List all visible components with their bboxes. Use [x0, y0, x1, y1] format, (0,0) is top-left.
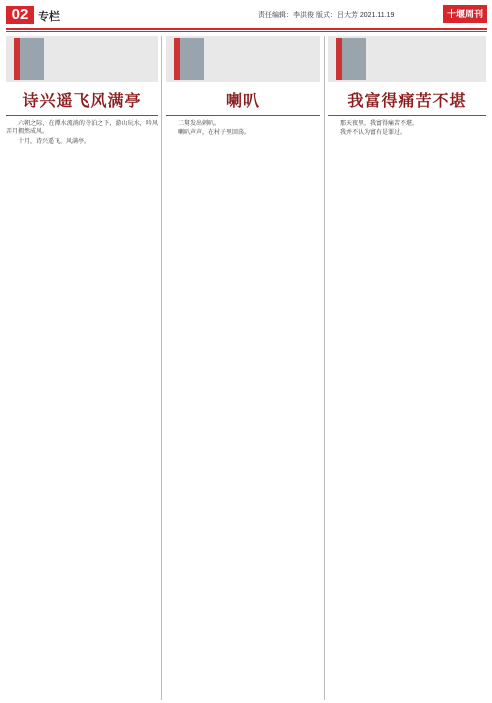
page-header — [0, 0, 492, 30]
editor-credits: 责任编辑：李洪俊 版式：吕大芳 2021.11.19 — [258, 12, 395, 19]
article-column-3 — [328, 36, 486, 700]
paragraph: 喇叭声声，在村子里回荡。 — [178, 129, 251, 137]
newspaper-logo: 十堰周刊 — [443, 5, 487, 23]
author-photo-band — [166, 36, 320, 82]
article-title: 我富得痛苦不堪 — [347, 91, 467, 110]
author-photo-band — [6, 36, 158, 82]
page-number: 02 — [6, 6, 34, 24]
paragraph: 六朝之际，在潭水流淌的寺泊之下，游山玩水，吟风弄月拥然成风。 — [6, 120, 158, 136]
header-rule-thin — [6, 31, 487, 32]
paragraph: 十月，诗兴遥飞，风满亭。 — [18, 137, 91, 145]
article-title: 喇叭 — [225, 91, 260, 110]
paragraph: 二舅发出刺叭。 — [178, 120, 221, 127]
paragraph: 我并不认为富有是罪过。 — [340, 129, 407, 137]
article-column-2 — [166, 36, 320, 700]
column-divider — [161, 36, 162, 700]
header-rule — [6, 28, 487, 30]
section-name: 专栏 — [38, 11, 60, 23]
title-rule — [166, 115, 320, 116]
article-title: 诗兴遥飞风满亭 — [22, 91, 142, 110]
author-photo — [336, 38, 366, 80]
column-divider — [324, 36, 325, 700]
paragraph: 那天夜里，我富得痛苦不堪。 — [340, 120, 419, 127]
author-photo-band — [328, 36, 486, 82]
article-column-1 — [6, 36, 158, 700]
author-photo — [14, 38, 44, 80]
author-photo — [174, 38, 204, 80]
title-rule — [328, 115, 486, 116]
title-rule — [6, 115, 158, 116]
